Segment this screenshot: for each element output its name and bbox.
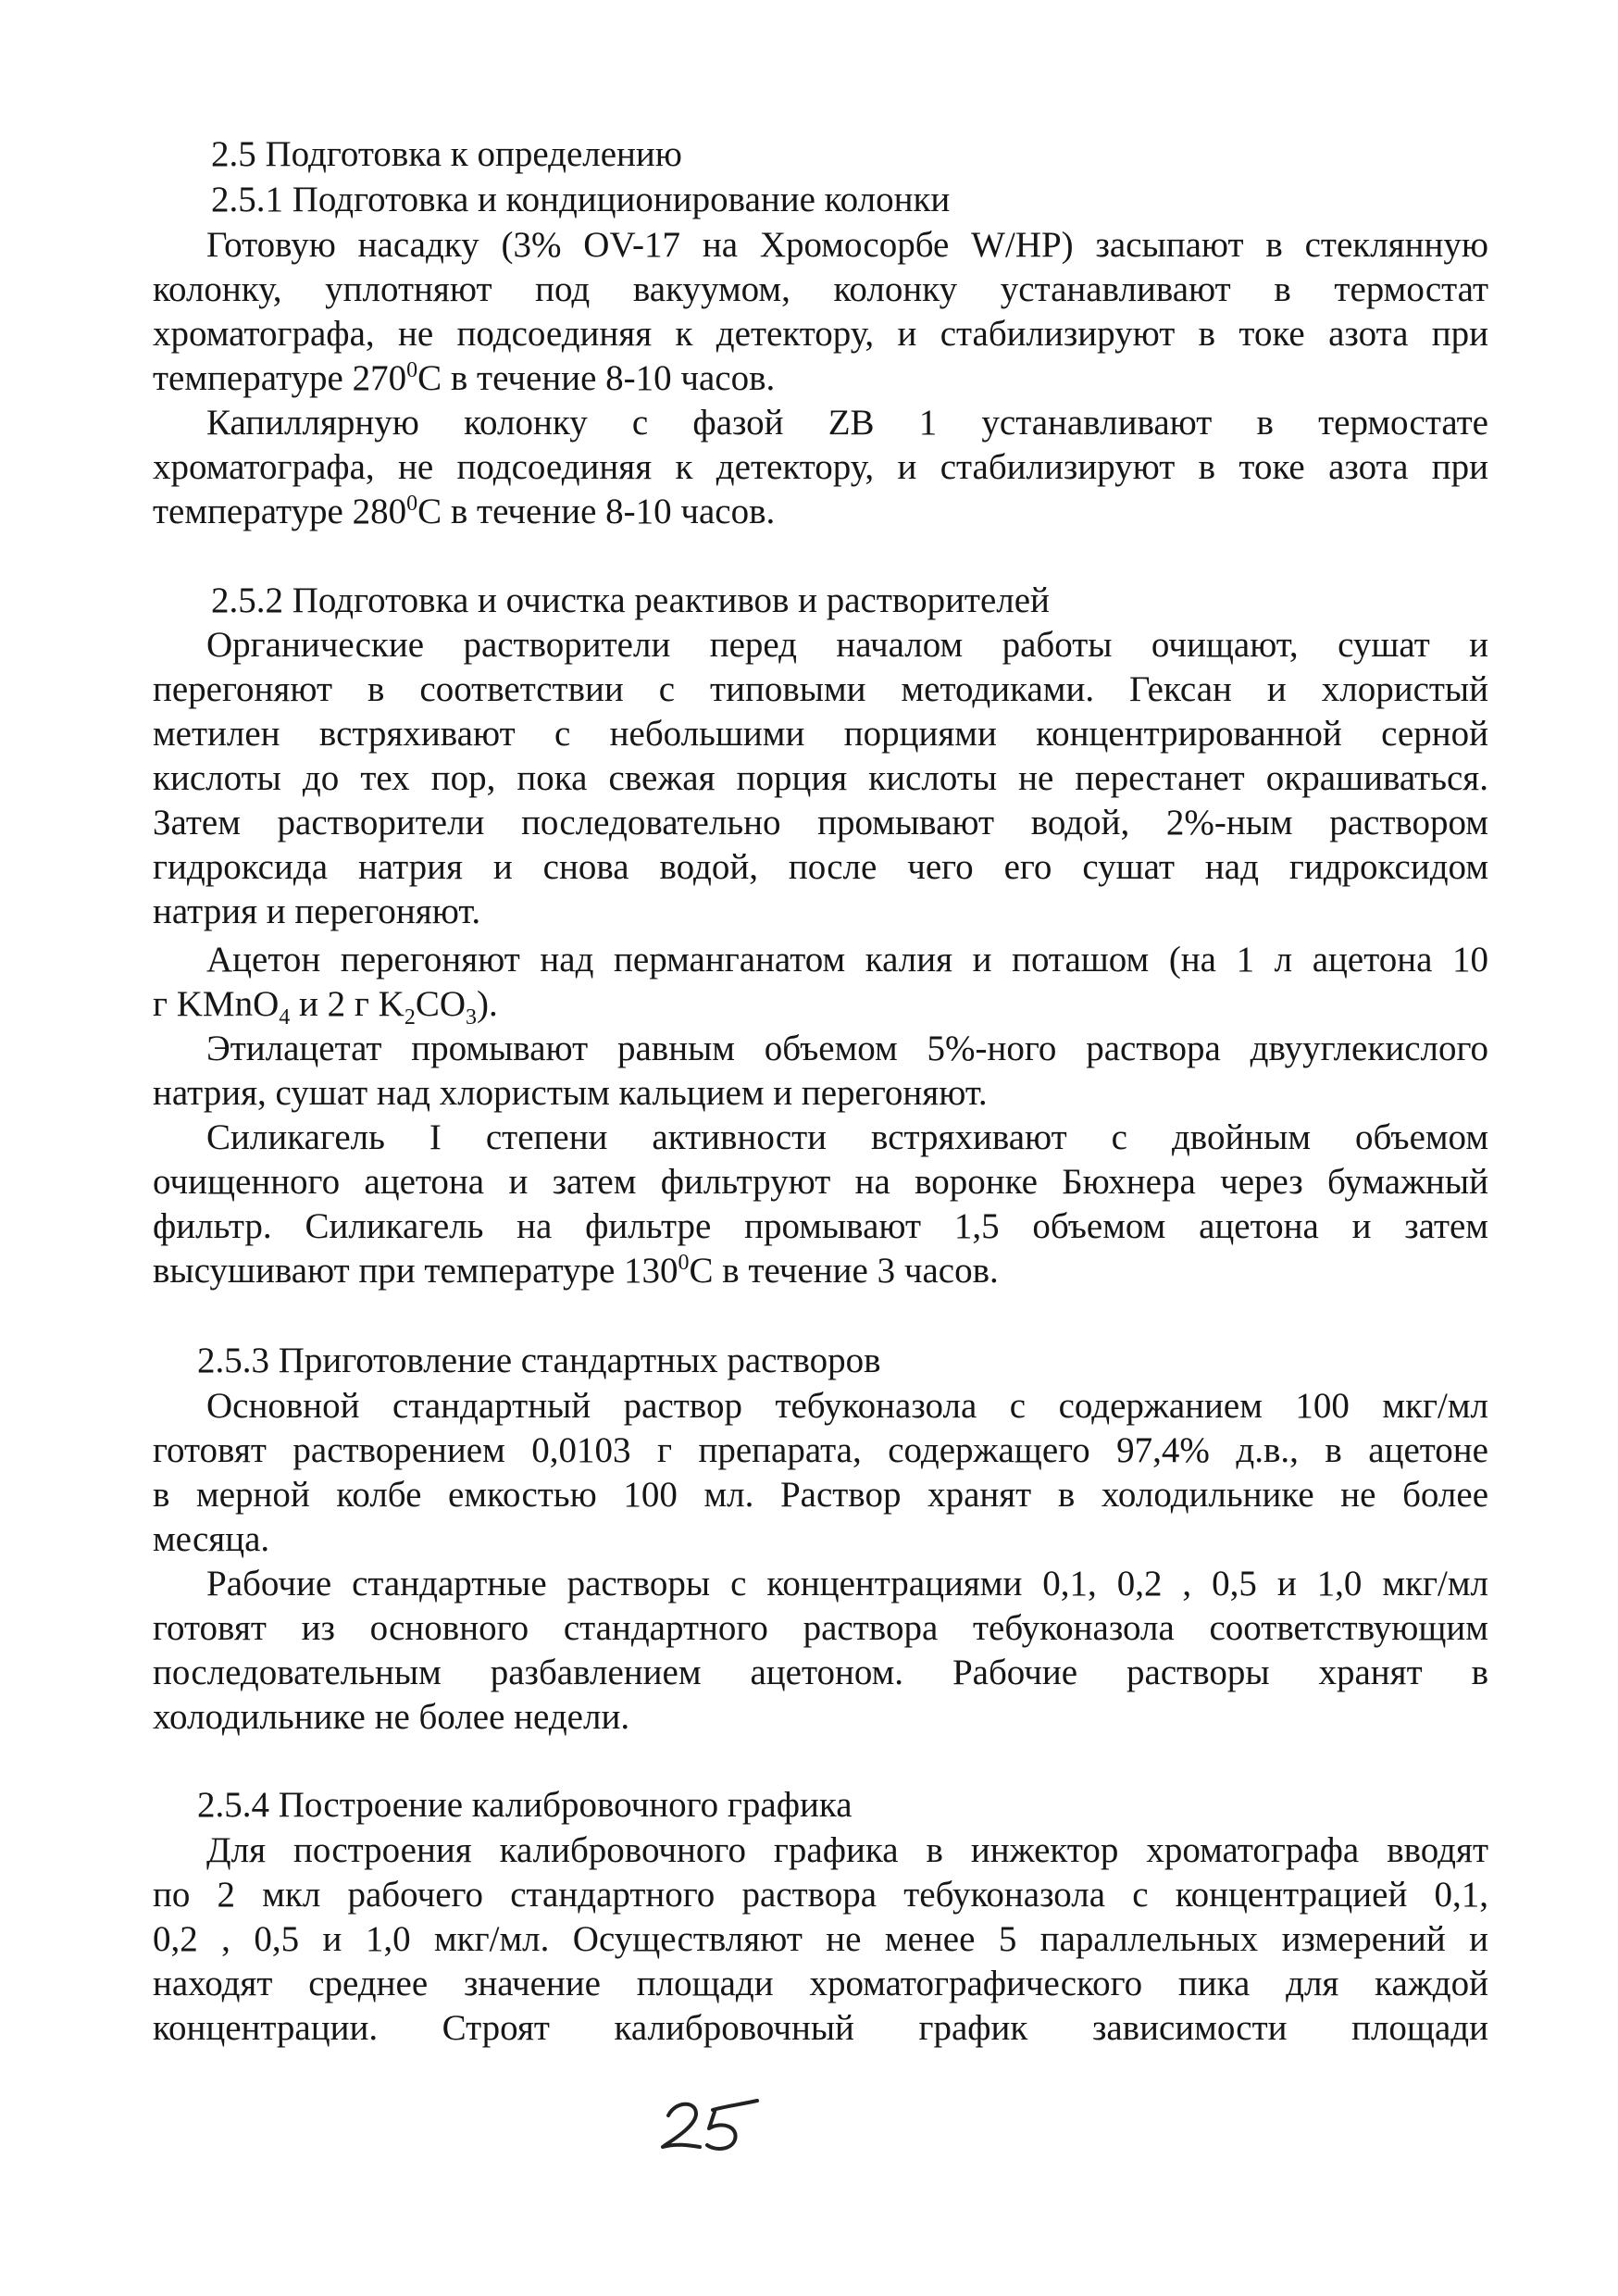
paragraph-column-packing bbox=[153, 223, 1488, 401]
paragraph-acetone bbox=[153, 938, 1488, 1027]
text-line bbox=[153, 1249, 1488, 1293]
text-line: Готовую насадку (3% OV-17 на Хромосорбе W/HP) засыпают в стеклянную bbox=[206, 225, 1488, 265]
text-line: натрия, сушат над хлористым кальцием и перегоняют. bbox=[153, 1073, 988, 1113]
paragraph-capillary-column bbox=[153, 401, 1488, 534]
text-line: холодильнике не более недели. bbox=[153, 1697, 630, 1737]
subscript: 3 bbox=[466, 1004, 477, 1027]
text-line: хроматографа, не подсоединяя к детектору, и стабилизируют в токе азота при bbox=[153, 314, 1488, 354]
text-line: последовательным разбавлением ацетоном. Рабочие растворы хранят в bbox=[153, 1653, 1488, 1692]
paragraph-calibration bbox=[153, 1828, 1488, 2051]
text-line: очищенного ацетона и затем фильтруют на воронке Бюхнера через бумажный bbox=[153, 1162, 1488, 1202]
paragraph-silica-gel bbox=[153, 1116, 1488, 1293]
text-line: 0,2 , 0,5 и 1,0 мкг/мл. Осуществляют не менее 5 параллельных измерений и bbox=[153, 1919, 1488, 1959]
text-fragment: CO bbox=[415, 984, 466, 1024]
section-heading-2-5-1: 2.5.1 Подготовка и кондиционирование колонки bbox=[211, 180, 951, 219]
text-line: натрия и перегоняют. bbox=[153, 892, 481, 931]
text-fragment: С в течение 8-10 часов. bbox=[417, 358, 776, 398]
text-line bbox=[153, 356, 1488, 401]
section-heading-2-5-4: 2.5.4 Построение калибровочного графика bbox=[197, 1785, 853, 1825]
text-line: гидроксида натрия и снова водой, после чего его сушат над гидроксидом bbox=[153, 847, 1488, 887]
text-line: по 2 мкл рабочего стандартного раствора тебуконазола с концентрацией 0,1, bbox=[153, 1875, 1488, 1915]
text-line: Органические растворители перед началом работы очищают, сушат и bbox=[206, 625, 1488, 665]
subscript: 4 bbox=[279, 1004, 291, 1027]
text-fragment: ). bbox=[477, 984, 498, 1024]
paragraph-stock-solution bbox=[153, 1384, 1488, 1562]
text-line: месяца. bbox=[153, 1519, 270, 1559]
degree-superscript: 0 bbox=[406, 492, 418, 516]
text-line bbox=[153, 982, 1488, 1027]
text-line: готовят из основного стандартного раствора тебуконазола соответствующим bbox=[153, 1608, 1488, 1648]
text-fragment: г KMnO bbox=[153, 984, 280, 1024]
degree-superscript: 0 bbox=[678, 1251, 690, 1275]
text-fragment: температуре 270 bbox=[153, 358, 407, 398]
text-line: перегоняют в соответствии с типовыми методиками. Гексан и хлористый bbox=[153, 669, 1488, 709]
text-line bbox=[153, 490, 1488, 534]
text-line: концентрации. Строят калибровочный график зависимости площади bbox=[153, 2008, 1488, 2048]
text-line: Основной стандартный раствор тебуконазола с содержанием 100 мкг/мл bbox=[206, 1386, 1488, 1426]
subscript: 2 bbox=[404, 1004, 416, 1027]
text-line: Ацетон перегоняют над перманганатом калия и поташом (на 1 л ацетона 10 bbox=[206, 940, 1488, 980]
handwritten-page-number bbox=[648, 2088, 778, 2162]
text-line: Затем растворители последовательно промывают водой, 2%-ным раствором bbox=[153, 803, 1488, 842]
paragraph-solvent-purification bbox=[153, 623, 1488, 934]
text-line: в мерной колбе емкостью 100 мл. Раствор хранят в холодильнике не более bbox=[153, 1475, 1488, 1515]
text-fragment: С в течение 3 часов. bbox=[689, 1251, 999, 1291]
text-line: Для построения калибровочного графика в инжектор хроматографа вводят bbox=[206, 1830, 1488, 1870]
text-line: кислоты до тех пор, пока свежая порция кислоты не перестанет окрашиваться. bbox=[153, 758, 1488, 798]
text-fragment: С в течение 8-10 часов. bbox=[417, 492, 776, 531]
text-line: хроматографа, не подсоединяя к детектору, и стабилизируют в токе азота при bbox=[153, 447, 1488, 487]
page-number-handwriting-icon bbox=[648, 2088, 778, 2162]
paragraph-ethyl-acetate bbox=[153, 1027, 1488, 1116]
text-line: колонку, уплотняют под вакуумом, колонку устанавливают в термостат bbox=[153, 269, 1488, 309]
text-fragment: высушивают при температуре 130 bbox=[153, 1251, 678, 1291]
text-line: метилен встряхивают с небольшими порциями концентрированной серной bbox=[153, 714, 1488, 754]
paragraph-working-solutions bbox=[153, 1562, 1488, 1740]
section-heading-2-5-3: 2.5.3 Приготовление стандартных растворов bbox=[197, 1341, 881, 1380]
text-line: Силикагель I степени активности встряхивают с двойным объемом bbox=[206, 1117, 1488, 1157]
text-line: Этилацетат промывают равным объемом 5%-ного раствора двууглекислого bbox=[206, 1029, 1488, 1068]
text-line: находят среднее значение площади хроматографического пика для каждой bbox=[153, 1964, 1488, 2003]
text-line: Рабочие стандартные растворы с концентрациями 0,1, 0,2 , 0,5 и 1,0 мкг/мл bbox=[206, 1564, 1488, 1603]
text-line: Капиллярную колонку с фазой ZB 1 устанавливают в термостате bbox=[206, 403, 1488, 443]
section-heading-2-5-2: 2.5.2 Подготовка и очистка реактивов и растворителей bbox=[211, 580, 1050, 620]
degree-superscript: 0 bbox=[406, 358, 418, 382]
section-heading-2-5: 2.5 Подготовка к определению bbox=[211, 134, 682, 174]
text-line: готовят растворением 0,0103 г препарата, содержащего 97,4% д.в., в ацетоне bbox=[153, 1430, 1488, 1470]
text-fragment: температуре 280 bbox=[153, 492, 407, 531]
text-line: фильтр. Силикагель на фильтре промывают 1,5 объемом ацетона и затем bbox=[153, 1206, 1488, 1246]
text-fragment: и 2 г K bbox=[290, 984, 404, 1024]
